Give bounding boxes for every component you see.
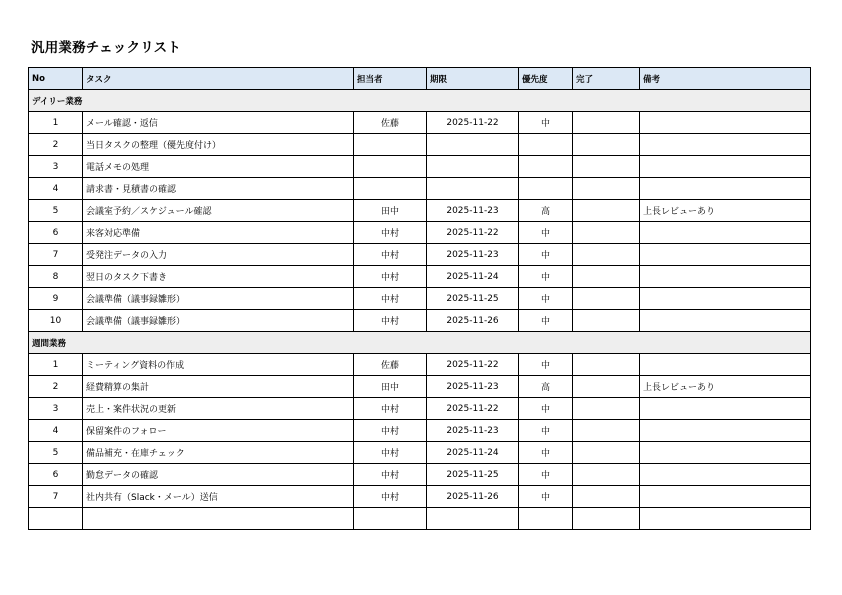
- cell-priority[interactable]: 中: [519, 266, 573, 288]
- cell-done[interactable]: [573, 178, 640, 200]
- table-row: [29, 354, 811, 376]
- table-row: [29, 112, 811, 134]
- cell-no: 8: [29, 266, 83, 288]
- column-header-owner: 担当者: [354, 68, 427, 90]
- cell-task[interactable]: 当日タスクの整理（優先度付け）: [83, 134, 354, 156]
- cell-task[interactable]: 勤怠データの確認: [83, 464, 354, 486]
- cell-due[interactable]: 2025-11-26: [427, 486, 519, 508]
- cell-due[interactable]: 2025-11-22: [427, 354, 519, 376]
- column-header-priority: 優先度: [519, 68, 573, 90]
- cell-notes[interactable]: 上長レビューあり: [640, 376, 811, 398]
- cell-notes[interactable]: [640, 486, 811, 508]
- table-row: [29, 244, 811, 266]
- section-header-row: [29, 90, 811, 112]
- cell-owner[interactable]: 中村: [354, 310, 427, 332]
- checklist-table: [28, 67, 811, 530]
- cell-task[interactable]: 備品補充・在庫チェック: [83, 442, 354, 464]
- table-row: [29, 156, 811, 178]
- cell-no: 1: [29, 354, 83, 376]
- cell-due[interactable]: 2025-11-24: [427, 266, 519, 288]
- table-row: [29, 442, 811, 464]
- cell-notes[interactable]: [640, 398, 811, 420]
- column-header-done: 完了: [573, 68, 640, 90]
- cell-done[interactable]: [573, 398, 640, 420]
- cell-done[interactable]: [573, 266, 640, 288]
- cell-priority[interactable]: 中: [519, 354, 573, 376]
- cell-notes[interactable]: [640, 420, 811, 442]
- cell-priority[interactable]: 中: [519, 420, 573, 442]
- cell-due[interactable]: 2025-11-25: [427, 288, 519, 310]
- table-row: [29, 376, 811, 398]
- cell-done[interactable]: [573, 288, 640, 310]
- cell-owner[interactable]: 田中: [354, 376, 427, 398]
- cell-priority[interactable]: [519, 134, 573, 156]
- cell-owner[interactable]: 中村: [354, 464, 427, 486]
- cell-task[interactable]: 売上・案件状況の更新: [83, 398, 354, 420]
- cell-priority[interactable]: 中: [519, 222, 573, 244]
- cell-notes[interactable]: [640, 354, 811, 376]
- table-row: [29, 310, 811, 332]
- table-row: [29, 134, 811, 156]
- cell-no: 6: [29, 464, 83, 486]
- cell-priority[interactable]: 中: [519, 442, 573, 464]
- cell-owner[interactable]: 佐藤: [354, 354, 427, 376]
- cell-done[interactable]: [573, 222, 640, 244]
- cell-due[interactable]: [427, 178, 519, 200]
- cell-done[interactable]: [573, 200, 640, 222]
- cell-done[interactable]: [573, 112, 640, 134]
- cell-task[interactable]: 会議準備（議事録雛形）: [83, 288, 354, 310]
- cell-notes[interactable]: [640, 244, 811, 266]
- cell-notes[interactable]: [640, 266, 811, 288]
- table-row: [29, 420, 811, 442]
- cell-priority[interactable]: 中: [519, 244, 573, 266]
- cell-no: 5: [29, 200, 83, 222]
- cell-priority[interactable]: 中: [519, 288, 573, 310]
- cell-done[interactable]: [573, 156, 640, 178]
- cell-owner[interactable]: 中村: [354, 398, 427, 420]
- cell-due[interactable]: [427, 508, 519, 530]
- cell-owner[interactable]: [354, 178, 427, 200]
- cell-task[interactable]: 請求書・見積書の確認: [83, 178, 354, 200]
- section-title: 週間業務: [29, 332, 811, 354]
- cell-task[interactable]: 社内共有（Slack・メール）送信: [83, 486, 354, 508]
- cell-no: 1: [29, 112, 83, 134]
- cell-task[interactable]: 保留案件のフォロー: [83, 420, 354, 442]
- cell-owner[interactable]: 中村: [354, 442, 427, 464]
- cell-task[interactable]: 来客対応準備: [83, 222, 354, 244]
- cell-done[interactable]: [573, 442, 640, 464]
- cell-due[interactable]: 2025-11-26: [427, 310, 519, 332]
- cell-priority[interactable]: 中: [519, 112, 573, 134]
- cell-task[interactable]: 受発注データの入力: [83, 244, 354, 266]
- cell-notes[interactable]: [640, 178, 811, 200]
- cell-notes[interactable]: 上長レビューあり: [640, 200, 811, 222]
- cell-due[interactable]: 2025-11-23: [427, 200, 519, 222]
- cell-no: 3: [29, 398, 83, 420]
- cell-due[interactable]: [427, 156, 519, 178]
- table-row: [29, 200, 811, 222]
- section-header-row: [29, 332, 811, 354]
- cell-owner[interactable]: 田中: [354, 200, 427, 222]
- cell-no: 10: [29, 310, 83, 332]
- cell-notes[interactable]: [640, 310, 811, 332]
- cell-done[interactable]: [573, 420, 640, 442]
- section-title: デイリー業務: [29, 90, 811, 112]
- cell-notes[interactable]: [640, 288, 811, 310]
- cell-notes[interactable]: [640, 222, 811, 244]
- cell-done[interactable]: [573, 354, 640, 376]
- cell-no: 9: [29, 288, 83, 310]
- cell-owner[interactable]: 中村: [354, 420, 427, 442]
- cell-notes[interactable]: [640, 442, 811, 464]
- cell-done[interactable]: [573, 508, 640, 530]
- cell-done[interactable]: [573, 134, 640, 156]
- cell-done[interactable]: [573, 244, 640, 266]
- cell-no: 6: [29, 222, 83, 244]
- table-row: [29, 508, 811, 530]
- column-header-notes: 備考: [640, 68, 811, 90]
- table-row: [29, 464, 811, 486]
- cell-notes[interactable]: [640, 508, 811, 530]
- cell-priority[interactable]: [519, 156, 573, 178]
- cell-no: 4: [29, 420, 83, 442]
- cell-priority[interactable]: 中: [519, 310, 573, 332]
- cell-owner[interactable]: 中村: [354, 486, 427, 508]
- cell-owner[interactable]: [354, 156, 427, 178]
- cell-task[interactable]: メール確認・返信: [83, 112, 354, 134]
- cell-due[interactable]: 2025-11-23: [427, 420, 519, 442]
- cell-due[interactable]: 2025-11-23: [427, 376, 519, 398]
- cell-due[interactable]: 2025-11-23: [427, 244, 519, 266]
- column-header-due: 期限: [427, 68, 519, 90]
- cell-priority[interactable]: 中: [519, 486, 573, 508]
- cell-no: 3: [29, 156, 83, 178]
- cell-owner[interactable]: [354, 134, 427, 156]
- table-row: [29, 222, 811, 244]
- cell-priority[interactable]: [519, 508, 573, 530]
- cell-task[interactable]: 会議室予約／スケジュール確認: [83, 200, 354, 222]
- cell-done[interactable]: [573, 464, 640, 486]
- cell-due[interactable]: 2025-11-25: [427, 464, 519, 486]
- cell-task[interactable]: 翌日のタスク下書き: [83, 266, 354, 288]
- cell-owner[interactable]: 中村: [354, 266, 427, 288]
- cell-no: [29, 508, 83, 530]
- cell-priority[interactable]: 高: [519, 200, 573, 222]
- cell-task[interactable]: 電話メモの処理: [83, 156, 354, 178]
- cell-priority[interactable]: 中: [519, 464, 573, 486]
- cell-owner[interactable]: 中村: [354, 288, 427, 310]
- cell-task[interactable]: 会議準備（議事録雛形）: [83, 310, 354, 332]
- cell-done[interactable]: [573, 376, 640, 398]
- table-row: [29, 266, 811, 288]
- cell-done[interactable]: [573, 486, 640, 508]
- cell-no: 7: [29, 486, 83, 508]
- cell-task[interactable]: ミーティング資料の作成: [83, 354, 354, 376]
- header-row: [29, 68, 811, 90]
- cell-notes[interactable]: [640, 156, 811, 178]
- table-body: [29, 90, 811, 530]
- cell-no: 2: [29, 376, 83, 398]
- table-row: [29, 178, 811, 200]
- cell-owner[interactable]: 中村: [354, 244, 427, 266]
- cell-due[interactable]: 2025-11-22: [427, 112, 519, 134]
- cell-owner[interactable]: [354, 508, 427, 530]
- column-header-task: タスク: [83, 68, 354, 90]
- cell-notes[interactable]: [640, 134, 811, 156]
- table-row: [29, 288, 811, 310]
- cell-notes[interactable]: [640, 464, 811, 486]
- page-title: 汎用業務チェックリスト: [31, 40, 182, 56]
- cell-priority[interactable]: 高: [519, 376, 573, 398]
- table-row: [29, 486, 811, 508]
- cell-due[interactable]: 2025-11-22: [427, 398, 519, 420]
- table-row: [29, 398, 811, 420]
- cell-notes[interactable]: [640, 112, 811, 134]
- cell-no: 5: [29, 442, 83, 464]
- cell-priority[interactable]: [519, 178, 573, 200]
- cell-priority[interactable]: 中: [519, 398, 573, 420]
- cell-owner[interactable]: 佐藤: [354, 112, 427, 134]
- cell-no: 7: [29, 244, 83, 266]
- cell-due[interactable]: 2025-11-22: [427, 222, 519, 244]
- cell-task[interactable]: [83, 508, 354, 530]
- cell-due[interactable]: [427, 134, 519, 156]
- column-header-no: No: [29, 68, 83, 90]
- cell-no: 4: [29, 178, 83, 200]
- cell-task[interactable]: 経費精算の集計: [83, 376, 354, 398]
- cell-owner[interactable]: 中村: [354, 222, 427, 244]
- cell-no: 2: [29, 134, 83, 156]
- cell-due[interactable]: 2025-11-24: [427, 442, 519, 464]
- cell-done[interactable]: [573, 310, 640, 332]
